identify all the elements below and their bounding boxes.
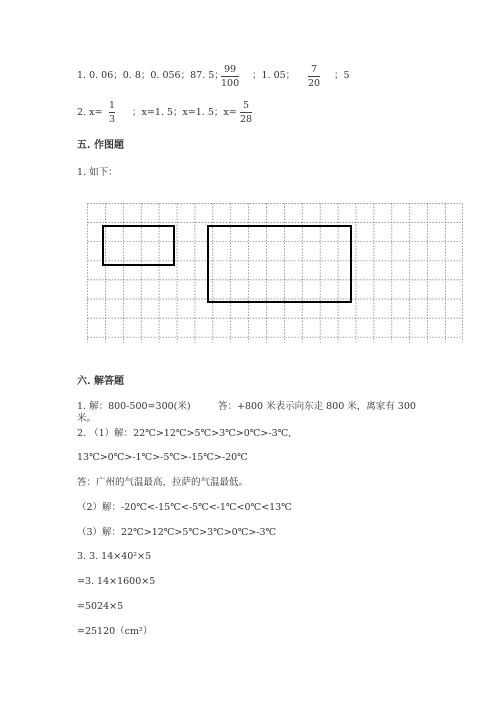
q3-line2: =3. 14×1600×5 (77, 576, 156, 587)
fraction-numerator: 1 (109, 100, 116, 111)
q3-line4: =25120（cm²） (77, 626, 153, 637)
section-6-heading: 六. 解答题 (77, 376, 124, 387)
fraction-bar (221, 76, 239, 77)
q2-answer: 答：广州的气温最高，拉萨的气温最低。 (77, 477, 249, 488)
fraction-7-20 (308, 64, 320, 89)
small-rectangle (103, 226, 174, 265)
fraction-numerator: 5 (243, 100, 250, 111)
fraction-numerator: 7 (311, 64, 318, 75)
answer-line-2-text-a: 2. x= (77, 107, 103, 118)
section-5-heading: 五. 作图题 (77, 140, 124, 151)
fraction-bar (308, 76, 320, 77)
section-5-item-1: 1. 如下： (77, 167, 118, 178)
drawing-grid (87, 203, 463, 343)
q2-part1-line1: 2. （1）解：22℃>12℃>5℃>3℃>0℃>-3℃, (77, 428, 292, 439)
q2-part1-line2: 13℃>0℃>-1℃>-5℃>-15℃>-20℃ (77, 452, 248, 463)
answer-line-1-text-a: 1. 0. 06；0. 8；0. 056；87. 5； (77, 70, 224, 81)
answer-line-1-text-b: ；1. 05； (252, 70, 296, 81)
grid-lines (88, 204, 463, 343)
q3-line3: =5024×5 (77, 601, 124, 612)
q1-solution: 1. 解：800-500=300(米) (77, 401, 191, 412)
answer-line-2-text-b: ；x=1. 5；x=1. 5；x= (132, 107, 237, 118)
q3-line1: 3. 3. 14×40²×5 (77, 551, 152, 562)
q1-answer: 答：+800 米表示向东走 800 米，离家有 300 (218, 401, 416, 412)
large-rectangle (208, 226, 351, 302)
fraction-numerator: 99 (224, 64, 237, 75)
fraction-bar (240, 112, 252, 113)
fraction-99-100 (221, 64, 239, 89)
fraction-denominator: 20 (308, 78, 321, 89)
fraction-denominator: 28 (240, 114, 253, 125)
fraction-5-28 (240, 100, 252, 125)
fraction-denominator: 100 (221, 78, 240, 89)
fraction-1-3 (109, 100, 115, 125)
fraction-denominator: 3 (109, 114, 116, 125)
q2-part3: （3）解：22℃>12℃>5℃>3℃>0℃>-3℃ (77, 527, 277, 538)
q2-part2: （2）解：-20℃<-15℃<-5℃<-1℃<0℃<13℃ (77, 502, 292, 513)
answer-line-1-text-c: ；5 (334, 70, 350, 81)
q1-answer-continued: 米。 (77, 413, 97, 424)
fraction-bar (109, 112, 115, 113)
